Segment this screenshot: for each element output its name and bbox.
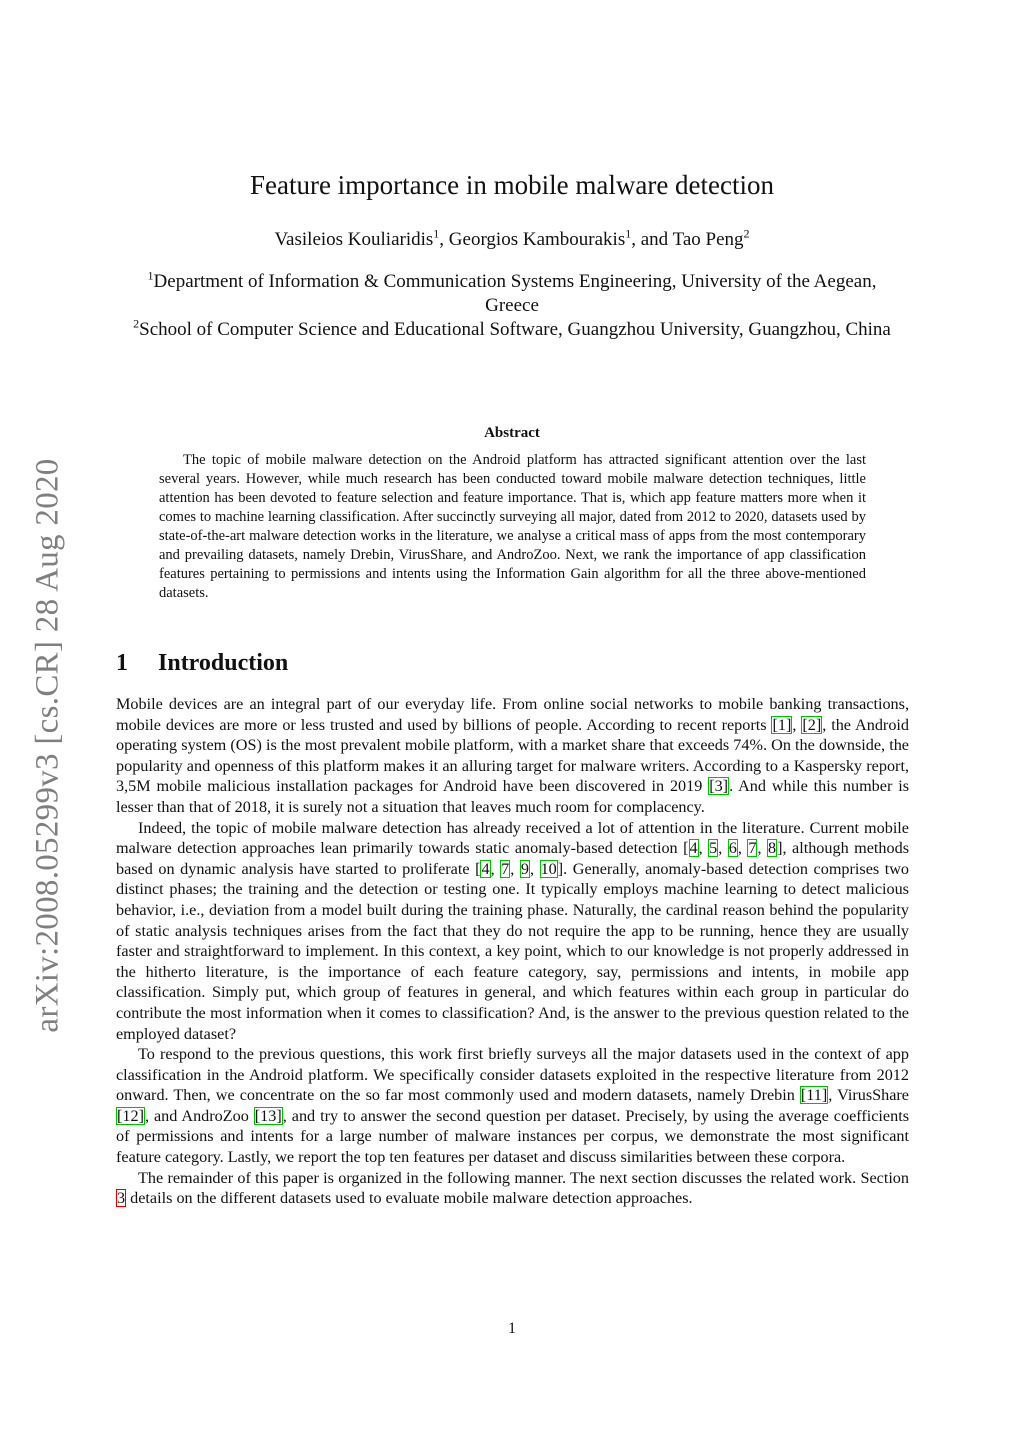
text-run: ,: [529, 859, 540, 878]
text-run: ,: [757, 839, 768, 858]
text-run: ,: [510, 859, 520, 878]
section-heading: [116, 650, 288, 677]
author-name: Vasileios Kouliaridis: [274, 229, 434, 250]
paragraph-3: [116, 1044, 909, 1168]
citation-link[interactable]: 7: [501, 859, 510, 878]
text-run: . And while this number is lesser than that of 2018, it is surely not a situation that leaves much room for complacency.: [116, 777, 909, 816]
citation-link[interactable]: 5: [709, 839, 718, 858]
abstract-heading: Abstract: [484, 425, 540, 441]
text-run: ,: [737, 839, 748, 858]
section-number: 1: [116, 650, 128, 676]
author-name: Tao Peng: [672, 229, 744, 250]
affiliation-mark: 1: [147, 268, 154, 283]
citation-link[interactable]: 8: [768, 839, 777, 858]
text-run: , the Android operating system (OS) is the most prevalent mobile platform, with a market share that exceeds 74%. On the downside, the popularity and openness of this platform makes it an alluring target for malware writers. According to a Kaspersky report, 3,5M mobile malicious installation packages for Android have been discovered in 2019: [116, 715, 909, 796]
text-run: ]. Generally, anomaly-based detection comprises two distinct phases; the training and the detection or testing one. It typically employs machine learning to detect malicious behavior, i.e., deviation from a model built during the training phase. Naturally, the cardinal reason behind the popularity of static analysis techniques arises from the fact that they do not require the app to be running, hence they are usually faster and straightforward to implement. In this context, a key point, which to our knowledge is not properly addressed in the hitherto literature, is the importance of each feature category, say, permissions and intents, in mobile app classification. Simply put, which group of features in general, and which features within each group in particular do contribute the most information when it comes to classification? And, is the answer to the previous question related to the employed dataset?: [116, 859, 910, 1043]
citation-link[interactable]: 9: [520, 859, 529, 878]
affiliation-text: School of Computer Science and Educational Software, Guangzhou University, Guangzhou, China: [139, 319, 891, 340]
abstract-body: The topic of mobile malware detection on the Android platform has attracted significant attention over the last several years. However, while much research has been conducted toward mobile malware detection techniques, little attention has been devoted to feature selection and feature importance. That is, which app feature matters more when it comes to machine learning classification. After succinctly surveying all major, dated from 2012 to 2020, datasets used by state-of-the-art malware detection works in the literature, we analyse a critical mass of apps from the most contemporary and prevailing datasets, namely Drebin, VirusShare, and AndroZoo. Next, we rank the importance of app classification features pertaining to permissions and intents using the Information Gain algorithm for all the three above-mentioned datasets.: [159, 452, 866, 601]
citation-link[interactable]: [12]: [117, 1106, 144, 1125]
text-run: The remainder of this paper is organized in the following manner. The next section discusses the related work. Section: [138, 1168, 909, 1187]
citation-link[interactable]: [11]: [800, 1086, 828, 1105]
arxiv-identifier[interactable]: arXiv:2008.05299v3 [cs.CR] 28 Aug 2020: [29, 457, 66, 1033]
paragraph-1: [116, 694, 909, 818]
body-text: [116, 694, 909, 1209]
text-run: details on the different datasets used to evaluate mobile malware detection approaches.: [126, 1189, 693, 1208]
author-affiliation-mark: 1: [433, 226, 440, 241]
page-number: 1: [508, 1320, 516, 1337]
text-run: To respond to the previous questions, this work first briefly surveys all the major datasets used in the context of app classification in the Android platform. We specifically consider datasets exploited in the respective literature from 2012 onward. Then, we concentrate on the so far most commonly used and modern datasets, namely Drebin: [116, 1045, 909, 1105]
citation-link[interactable]: 10: [540, 859, 557, 878]
affiliation-2: [120, 318, 904, 342]
author-affiliation-mark: 2: [743, 226, 750, 241]
affiliation-mark: 2: [133, 316, 140, 331]
text-run: ,: [718, 839, 728, 858]
text-run: , and AndroZoo: [144, 1106, 254, 1125]
section-title: Introduction: [158, 650, 289, 676]
section-reference-link[interactable]: 3: [117, 1189, 126, 1208]
author-name: Georgios Kambourakis: [448, 229, 626, 250]
text-run: Indeed, the topic of mobile malware detection has already received a lot of attention in the literature. Current mobile malware detection approaches lean primarily towards static anomaly-based detection [: [116, 818, 909, 858]
text-run: ,: [698, 839, 709, 858]
affiliation-text: Department of Information & Communication Systems Engineering, University of the Aegean, Greece: [153, 271, 877, 316]
text-run: , and try to answer the second question per dataset. Precisely, by using the average coefficients of permissions and intents for a large number of malware instances per corpus, we demonstrate the most significant feature category. Lastly, we report the top ten features per dataset and discuss similarities between these corpora.: [116, 1106, 909, 1167]
citation-link[interactable]: [3]: [709, 777, 729, 796]
citation-link[interactable]: [1]: [772, 715, 792, 734]
citation-link[interactable]: 6: [728, 839, 737, 858]
text-run: Mobile devices are an integral part of our everyday life. From online social networks to mobile banking transactions, mobile devices are more or less trusted and used by billions of people. According to recent reports: [116, 695, 909, 734]
author-separator: ,: [439, 229, 449, 250]
text-run: ], although methods based on dynamic analysis have started to proliferate [: [116, 839, 910, 878]
citation-link[interactable]: [2]: [802, 715, 822, 734]
citation-link[interactable]: [13]: [254, 1106, 282, 1125]
author-affiliation-mark: 1: [625, 226, 632, 241]
paper-title: Feature importance in mobile malware detection: [249, 170, 775, 200]
arxiv-sidebar: [25, 440, 71, 1050]
text-run: , VirusShare: [828, 1086, 909, 1105]
paragraph-2: [116, 818, 909, 1045]
affiliation-1: [120, 270, 904, 318]
paragraph-4: [116, 1168, 909, 1209]
citation-link[interactable]: 4: [689, 839, 698, 858]
text-run: ,: [792, 715, 802, 734]
author-separator: , and: [631, 229, 673, 250]
author-list: [0, 226, 1024, 251]
text-run: ,: [490, 859, 501, 878]
citation-link[interactable]: 7: [748, 839, 757, 858]
citation-link[interactable]: 4: [481, 859, 490, 878]
